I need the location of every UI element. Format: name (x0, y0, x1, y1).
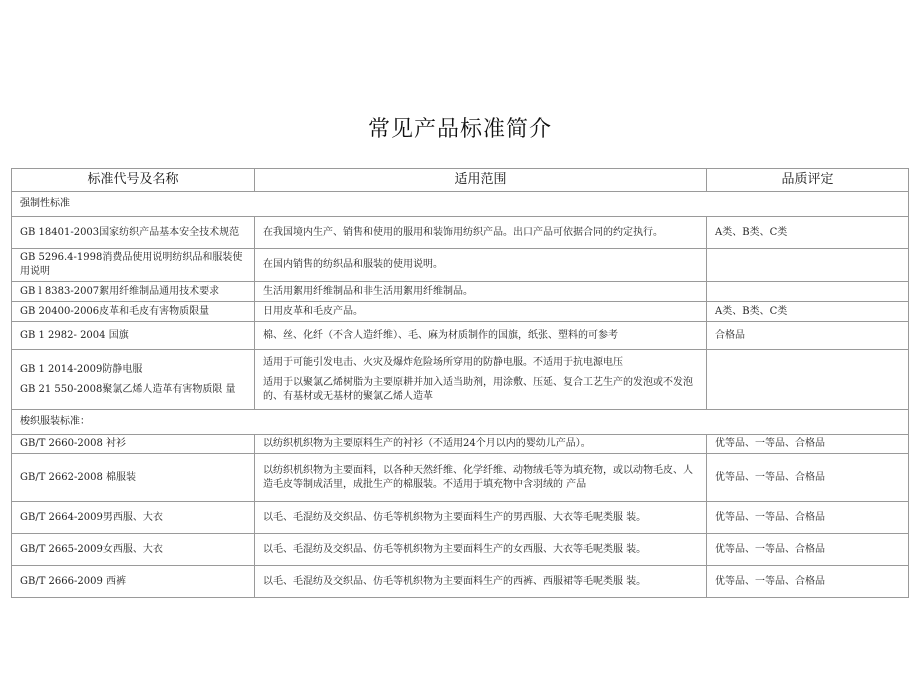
quality-grade: 优等品、一等品、合格品 (707, 502, 909, 534)
standard-scope: 在国内销售的纺织品和服装的使用说明。 (255, 249, 707, 282)
table-row (12, 454, 909, 502)
standard-code: GB 20400-2006皮革和毛皮有害物质限量 (12, 302, 255, 322)
standard-code: GB 1 2014-2009防静电服 (20, 363, 143, 375)
section-label-mandatory: 强制性标准 (12, 192, 909, 217)
standard-code: GB l 8383-2007絮用纤维制品通用技术要求 (12, 282, 255, 302)
table-row (12, 566, 909, 598)
standard-scope: 适用于以聚氯乙烯树脂为主要原耕并加入适当助剂，用涂敷、压延、复合工艺生产的发泡或不发泡的、有基材或无基材的聚氯乙烯人造革 (263, 376, 693, 402)
standard-scope: 以毛、毛混纺及交织品、仿毛等机织物为主要面料生产的女西服、大衣等毛呢类服 装。 (255, 534, 707, 566)
quality-grade: A类、B类、C类 (707, 302, 909, 322)
standard-scope: 棉、丝、化纤（不含人造纤维）、毛、麻为材质制作的国旗，纸张、塑料的可参考 (255, 322, 707, 350)
quality-grade: A类、B类、C类 (707, 217, 909, 249)
header-row (12, 169, 909, 192)
quality-grade (707, 249, 909, 282)
table-row (12, 322, 909, 350)
quality-grade: 优等品、一等品、合格品 (707, 454, 909, 502)
standard-code: GB/T 2664-2009男西服、大衣 (12, 502, 255, 534)
table-row (12, 534, 909, 566)
table-row (12, 435, 909, 454)
quality-grade (707, 282, 909, 302)
standard-scope: 以毛、毛混纺及交织品、仿毛等机织物为主要面料生产的男西服、大衣等毛呢类服 装。 (255, 502, 707, 534)
standard-code: GB/T 2666-2009 西裤 (12, 566, 255, 598)
standard-code: GB 5296.4-1998消费品使用说明纺织品和服装使用说明 (12, 249, 255, 282)
standard-scope-merged (255, 350, 707, 410)
standard-scope: 日用皮革和毛皮产品。 (255, 302, 707, 322)
table-row (12, 282, 909, 302)
quality-grade: 优等品、一等品、合格品 (707, 534, 909, 566)
table-row (12, 302, 909, 322)
standard-code: GB/T 2660-2008 衬衫 (12, 435, 255, 454)
standard-code: GB/T 2665-2009女西服、大衣 (12, 534, 255, 566)
standard-code: GB 18401-2003国家纺织产品基本安全技术规范 (12, 217, 255, 249)
quality-grade: 优等品、一等品、合格品 (707, 435, 909, 454)
standard-scope: 生活用絮用纤维制品和非生活用絮用纤维制品。 (255, 282, 707, 302)
quality-grade: 合格品 (707, 322, 909, 350)
header-code: 标准代号及名称 (12, 169, 255, 192)
section-row (12, 410, 909, 435)
quality-grade: 优等品、一等品、合格品 (707, 566, 909, 598)
standard-code: GB 1 2982- 2004 国旗 (12, 322, 255, 350)
standard-scope: 以毛、毛混纺及交织品、仿毛等机织物为主要面料生产的西裤、西服裙等毛呢类服 装。 (255, 566, 707, 598)
standard-scope: 以纺织机织物为主要面料，以各种天然纤维、化学纤维、动物绒毛等为填充物，或以动物毛皮、人造毛皮等制成活里，成批生产的棉服装。不适用于填充物中含羽绒的 产品 (255, 454, 707, 502)
standards-table (11, 168, 909, 598)
standard-code-merged (12, 350, 255, 410)
table-row (12, 217, 909, 249)
standard-code: GB 21 550-2008聚氯乙烯人造革有害物质限 量 (20, 383, 236, 395)
header-scope: 适用范围 (255, 169, 707, 192)
section-label-woven: 梭织服装标准： (12, 410, 909, 435)
page-title: 常见产品标准简介 (367, 117, 552, 142)
quality-grade (707, 350, 909, 410)
standard-code: GB/T 2662-2008 棉服装 (12, 454, 255, 502)
standard-scope: 在我国境内生产、销售和使用的服用和装饰用纺织产品。出口产品可依据合同的约定执行。 (255, 217, 707, 249)
standard-scope: 适用于可能引发电击、火灾及爆炸危险场所穿用的防静电服。不适用于抗电源电压 (263, 356, 623, 368)
standard-scope: 以纺织机织物为主要原料生产的衬衫（不适用24个月以内的婴幼儿产品）。 (255, 435, 707, 454)
table-row (12, 249, 909, 282)
table-row (12, 502, 909, 534)
table-row (12, 350, 909, 410)
section-row (12, 192, 909, 217)
header-quality: 品质评定 (707, 169, 909, 192)
